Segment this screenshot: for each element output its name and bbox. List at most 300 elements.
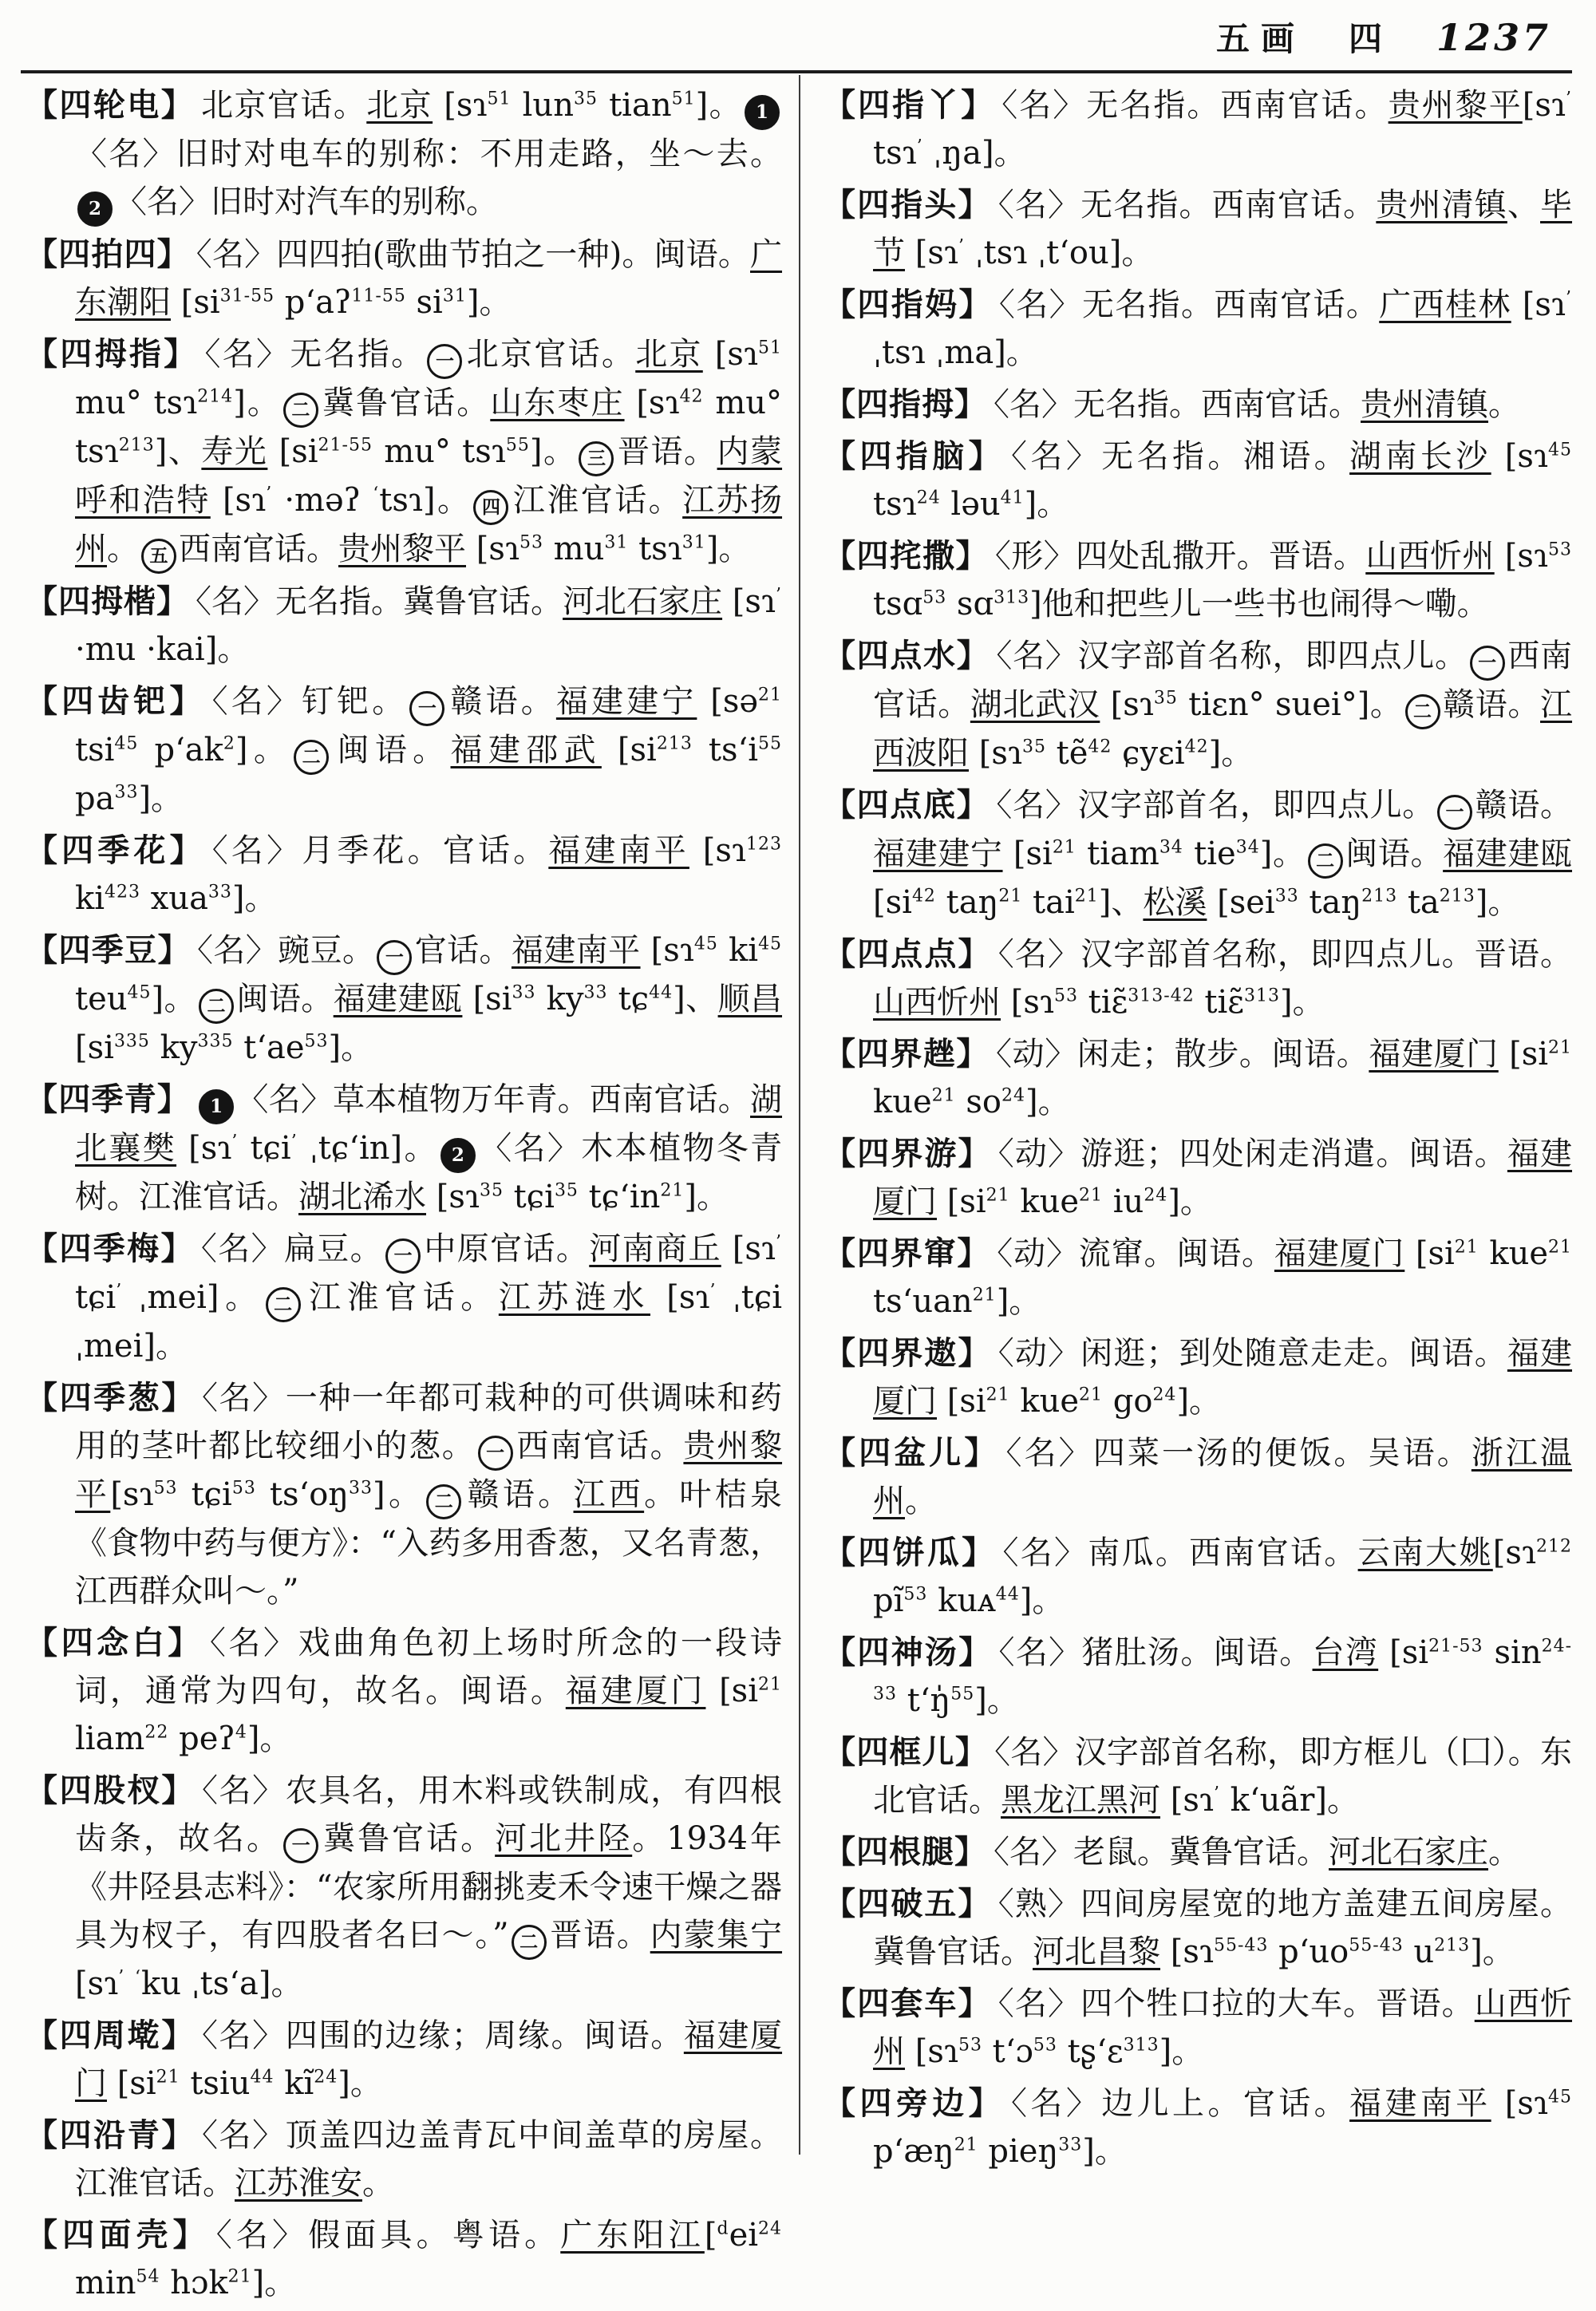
entry-text: ky [149, 1029, 198, 1066]
entry-text: ]他和把些儿一些书也闹得～嘞。 [1029, 586, 1489, 622]
entry-text: taŋ [935, 884, 999, 921]
entry-text: [sɿ [1001, 984, 1054, 1021]
dictionary-entry [26, 1225, 782, 1370]
entry-text: ɕyɛi [1112, 735, 1185, 772]
entry-text: 。 [1488, 386, 1520, 423]
entry-text: ]。 [1280, 984, 1325, 1021]
tone-superscript: 21-53 [1428, 1636, 1483, 1657]
entry-text: [sɿ [210, 482, 267, 519]
tone-superscript: 35 [1153, 688, 1178, 709]
entry-text: [sɿ [1100, 686, 1154, 723]
tone-superscript: 54 [136, 2266, 160, 2287]
tone-superscript: 55 [950, 1684, 975, 1705]
tone-superscript: 53 [231, 1478, 256, 1499]
dictionary-entry [824, 1130, 1572, 1226]
tone-superscript: 24 [916, 488, 941, 508]
entry-text: 北京官话。 [201, 87, 367, 124]
place-name: 福建建宁 [873, 836, 1003, 872]
tone-superscript: 45 [114, 733, 139, 754]
entry-text: ·məʔ [272, 482, 373, 519]
place-name: 山西忻州 [1365, 538, 1495, 575]
tone-superscript: 45 [693, 934, 718, 954]
entry-text: tɕ‘in [578, 1179, 661, 1215]
entry-text: ts‘uan [873, 1283, 973, 1320]
entry-text: [sɿ [702, 336, 759, 373]
column-divider [799, 75, 800, 2155]
entry-text: 西南官话。 [873, 638, 1573, 723]
entry-text: [si [267, 433, 318, 470]
place-name: 云南大姚 [1357, 1535, 1493, 1571]
dictionary-entry [824, 1629, 1572, 1724]
entry-text: teu [75, 981, 128, 1017]
entry-text: 〈名〉南瓜。西南官话。 [1002, 1535, 1358, 1571]
entry-text: pa [75, 780, 115, 817]
entry-text: ]。 [247, 1720, 292, 1757]
entry-text: ]。 [328, 1029, 373, 1066]
tone-superscript: ’ [290, 1132, 298, 1152]
sense-number-circled: 一 [427, 344, 462, 379]
entry-text: 晋语。 [548, 1917, 650, 1953]
header-rule [21, 70, 1572, 73]
place-name: 贵州清镇 [1361, 386, 1488, 423]
radical-character: 四 [1348, 19, 1393, 58]
entry-text: ]、 [1098, 884, 1144, 921]
dictionary-entry [26, 827, 782, 922]
tone-superscript: ’ [776, 585, 783, 606]
entry-text: ]。 [1082, 2133, 1127, 2170]
entry-text: tiɛ̃ [1077, 984, 1128, 1021]
tone-superscript: 21 [1548, 1237, 1573, 1258]
sense-number-circled: 二 [426, 1484, 461, 1519]
entry-headword: 【四指拇】 [824, 385, 987, 423]
entry-text: 冀鲁官话。 [320, 385, 491, 421]
tone-superscript: 53 [922, 587, 947, 608]
entry-text: t‘ɔ [982, 2033, 1033, 2070]
tone-superscript: 31 [604, 532, 629, 553]
tone-superscript: 44 [250, 2067, 275, 2088]
dictionary-entry [26, 231, 782, 326]
tone-superscript: 214 [197, 386, 234, 407]
entry-text: ta [1397, 884, 1440, 921]
entry-text: 〈名〉猪肚汤。闽语。 [998, 1634, 1313, 1671]
entry-text: ]。 [1176, 1383, 1222, 1420]
entry-text: mu [543, 531, 605, 567]
entry-text: ]。 [1159, 2033, 1204, 2070]
entry-text: ki [75, 880, 105, 917]
entry-text: [si [171, 284, 220, 321]
tone-superscript: 53 [1033, 2035, 1057, 2056]
entry-text: ]。 [1024, 486, 1069, 523]
entry-text: ˌtsɿ ˌma]。 [873, 334, 1038, 371]
entry-headword: 【四饼瓜】 [824, 1534, 997, 1571]
sense-number-filled: 1 [199, 1089, 234, 1124]
entry-text: ləu [940, 486, 1001, 523]
entry-text: go [1103, 1383, 1153, 1420]
entry-text: kĩ [274, 2065, 314, 2102]
entry-headword: 【四股杈】 [26, 1772, 196, 1809]
entry-headword: 【四指丫】 [824, 86, 996, 124]
tone-superscript: 213 [118, 435, 155, 456]
sense-number-circled: 二 [294, 740, 329, 775]
place-name: 福建厦门 [1274, 1235, 1405, 1272]
tone-superscript: 53 [1053, 986, 1078, 1006]
entry-text: peʔ [168, 1720, 235, 1757]
dictionary-entry [824, 1728, 1572, 1824]
entry-text: t‘ŋ̍ [897, 1682, 951, 1719]
entry-text: [sɿ [110, 1476, 154, 1513]
entry-text: 〈名〉四围的边缘；周缘。闽语。 [201, 2017, 684, 2054]
entry-headword: 【四面壳】 [26, 2216, 210, 2254]
entry-text: ]。 [684, 1179, 729, 1215]
entry-text: xua [140, 880, 208, 917]
entry-text: [si [462, 981, 512, 1017]
entry-text: [sɿ [650, 1279, 710, 1316]
entry-text: ku ˌts‘a]。 [140, 1965, 303, 2002]
tone-superscript: 42 [911, 886, 936, 907]
entry-text: [sɿ [969, 735, 1022, 772]
entry-text: 〈名〉戏曲角色初上场时所念的一段诗词，通常为四句，故名。闽语。 [75, 1625, 783, 1709]
tone-superscript: 213 [656, 733, 693, 754]
entry-text: 。 [905, 1483, 937, 1519]
entry-text: tsɿ [873, 486, 917, 523]
entry-text: ky [535, 981, 584, 1017]
entry-text: 〈名〉边儿上。官话。 [1011, 2085, 1350, 2122]
tone-superscript: 33 [349, 1478, 373, 1499]
tone-superscript: 55-43 [1349, 1935, 1404, 1956]
tone-superscript: ’ [116, 1281, 123, 1302]
entry-text: ]。 [1167, 1183, 1212, 1220]
tone-superscript: 22 [144, 1722, 169, 1743]
entry-text: 〈名〉汉字部首名称，即四点儿。晋语。 [998, 936, 1573, 973]
dictionary-entry [26, 1374, 782, 1615]
entry-text: [sɿ [1491, 2085, 1549, 2122]
entry-text: [sɿ [722, 583, 776, 620]
entry-text: 江淮官话。 [511, 482, 683, 519]
tone-superscript: 21 [758, 1674, 783, 1695]
tone-superscript: 21 [986, 1385, 1010, 1405]
entry-text: [sɿ [426, 1179, 480, 1215]
entry-text: 冀鲁官话。 [321, 1820, 496, 1857]
entry-text: 。 [107, 531, 139, 567]
entry-text: 官话。 [414, 932, 512, 969]
entry-text: tɕi [177, 1476, 232, 1513]
sense-number-circled: 三 [579, 441, 614, 476]
entry-text: u [1403, 1934, 1435, 1970]
entry-text: min [75, 2265, 136, 2301]
entry-headword: 【四界游】 [824, 1135, 992, 1172]
entry-text: tai [1022, 884, 1075, 921]
entry-headword: 【四指头】 [824, 186, 992, 223]
sense-number-circled: 五 [141, 539, 176, 574]
entry-text: mu° tsɿ [75, 385, 198, 421]
place-name: 河北石家庄 [1329, 1834, 1488, 1871]
tone-superscript: ’ [776, 1232, 783, 1253]
entry-headword: 【四盆儿】 [824, 1434, 1000, 1472]
entry-headword: 【四指妈】 [824, 286, 993, 323]
entry-text: 〈名〉旧时对电车的别称：不用走路，坐～去。 [75, 136, 782, 172]
entry-text: 〈名〉顶盖四边盖青瓦中间盖草的房屋。江淮官话。 [75, 2117, 783, 2202]
entry-text: [sɿ [1494, 538, 1549, 575]
entry-text: p‘aʔ [275, 284, 352, 321]
entry-headword: 【四季葱】 [26, 1379, 196, 1416]
place-name: 湖北襄樊 [75, 1081, 783, 1167]
entry-text: [sɿ [640, 932, 694, 969]
entry-text: [si [937, 1183, 986, 1220]
entry-text: [sɿ [1511, 286, 1566, 323]
tone-superscript: 55-43 [1213, 1935, 1269, 1956]
tone-superscript: 33 [1274, 886, 1299, 907]
tone-superscript: 55 [758, 733, 783, 754]
entry-headword: 【四界遨】 [824, 1334, 992, 1372]
dictionary-entry [824, 781, 1572, 926]
entry-text: 〈名〉四个牲口拉的大车。晋语。 [998, 1985, 1475, 2022]
entry-text: [sɿ [905, 235, 958, 271]
tone-superscript: 53 [304, 1031, 329, 1052]
tone-superscript: 4 [235, 1722, 247, 1743]
entry-headword: 【四拇楷】 [26, 583, 190, 620]
entry-headword: 【四根腿】 [824, 1833, 987, 1871]
entry-text: tie [1183, 836, 1236, 872]
place-name: 湖南长沙 [1349, 438, 1491, 475]
left-column [26, 81, 782, 2311]
entry-text: ]、 [673, 981, 718, 1017]
place-name: 贵州清镇 [1376, 187, 1507, 223]
tone-superscript: 53 [958, 2035, 982, 2056]
tone-superscript: 2 [223, 733, 235, 754]
place-name: 福建厦门 [1369, 1036, 1499, 1073]
entry-text: ]。 [695, 87, 743, 124]
entry-headword: 【四季梅】 [26, 1230, 195, 1267]
tone-superscript: 21 [986, 1185, 1010, 1206]
dictionary-entry [26, 2012, 782, 2108]
dictionary-entry [824, 433, 1572, 528]
entry-headword: 【四旁边】 [824, 2084, 1005, 2122]
entry-text: 〈名〉汉字部首名称，即方框儿（囗）。东北官话。 [873, 1734, 1573, 1819]
place-name: 浙江温州 [873, 1435, 1573, 1519]
entry-text: tsɿ [873, 135, 917, 172]
dictionary-entry [26, 1619, 782, 1763]
entry-text: [sɿ [466, 531, 519, 567]
entry-text: ]。 [1019, 1582, 1065, 1619]
entry-text: ·mu ·kai]。 [75, 631, 250, 668]
tone-superscript: 335 [113, 1031, 150, 1052]
entry-text: 〈动〉闲逛；到处随意走走。闽语。 [998, 1335, 1507, 1372]
entry-text: [sei [1207, 884, 1275, 921]
tone-superscript: 34 [1235, 837, 1260, 858]
entry-text: 〈名〉汉字部首名称，即四点儿。 [996, 638, 1468, 674]
tone-superscript: ’ [1566, 288, 1573, 309]
tone-superscript: ’ [1566, 89, 1573, 109]
tone-superscript: 213 [1434, 1935, 1471, 1956]
entry-text: lun [511, 87, 574, 124]
entry-text: hɔk [160, 2265, 228, 2301]
sense-number-circled: 一 [1437, 795, 1472, 830]
entry-text: 西南官话。 [515, 1428, 684, 1464]
entry-text: 〈熟〉四间房屋宽的地方盖建五间房屋。冀鲁官话。 [873, 1886, 1573, 1970]
place-name: 松溪 [1143, 884, 1207, 921]
place-name: 江西 [573, 1476, 645, 1513]
tone-superscript: 24-33 [873, 1636, 1573, 1705]
entry-headword: 【四套车】 [824, 1985, 992, 2022]
tone-superscript: 31 [442, 286, 467, 306]
place-name: 内蒙呼和浩特 [75, 433, 783, 519]
running-head [1216, 13, 1551, 61]
sense-number-filled: 2 [77, 192, 113, 227]
sense-number-circled: 一 [1470, 646, 1505, 681]
entry-text: ]。 [235, 732, 292, 768]
tone-superscript: 21 [931, 1085, 956, 1106]
entry-headword: 【四沿青】 [26, 2116, 196, 2154]
place-name: 河南商丘 [589, 1231, 721, 1267]
tone-superscript: 35 [1021, 737, 1046, 757]
tone-superscript: 33 [583, 982, 608, 1003]
tone-superscript: 31-55 [219, 286, 275, 306]
dictionary-entry [26, 926, 782, 1072]
entry-headword: 【四念白】 [26, 1624, 203, 1661]
entry-text: 〈名〉无名指。 [204, 336, 425, 373]
tone-superscript: 24 [314, 2067, 338, 2088]
entry-text: 〈名〉无名指。西南官话。 [994, 386, 1361, 423]
entry-text: tsɿ [628, 531, 682, 567]
tone-superscript: 313-42 [1128, 986, 1195, 1006]
place-name: 黑龙江黑河 [1001, 1782, 1160, 1819]
entry-text: sɑ [946, 586, 994, 622]
entry-text: 〈动〉闲走；散步。闽语。 [996, 1036, 1369, 1073]
entry-text: iu [1103, 1183, 1144, 1220]
place-name: 河北昌黎 [1033, 1934, 1160, 1970]
sense-number-circled: 一 [283, 1828, 318, 1863]
entry-text: mu° tsɿ [75, 385, 783, 470]
sense-number-circled: 一 [385, 1238, 421, 1274]
tone-superscript: d [717, 2218, 729, 2239]
entry-headword: 【四季青】 [26, 1080, 191, 1118]
dictionary-entry [26, 578, 782, 674]
entry-text: kue [1009, 1183, 1080, 1220]
place-name: 福建南平 [548, 832, 689, 869]
place-name: 福建南平 [1349, 2085, 1491, 2122]
place-name: 福建厦门 [565, 1673, 706, 1709]
entry-text: 〈名〉假面具。粤语。 [215, 2217, 561, 2254]
entry-text: 闽语。 [1345, 836, 1444, 872]
dictionary-entry [26, 2211, 782, 2307]
entry-text: ]。 [231, 880, 277, 917]
place-name: 福建建宁 [555, 683, 697, 720]
entry-text: ]。 [373, 1476, 425, 1513]
entry-text: tɕi [75, 1279, 117, 1316]
tone-superscript: 24 [1152, 1385, 1177, 1405]
entry-text: kue [1009, 1383, 1080, 1420]
tone-superscript: 45 [1548, 440, 1573, 460]
place-name: 贵州黎平 [75, 1428, 783, 1513]
dictionary-entry [824, 1980, 1572, 2076]
entry-text: [si [601, 732, 657, 768]
entry-headword: 【四框儿】 [824, 1733, 989, 1771]
entry-text: [sɿ [75, 1965, 119, 2002]
tone-superscript: 123 [746, 834, 783, 855]
entry-headword: 【四破五】 [824, 1885, 992, 1922]
sense-number-circled: 二 [199, 989, 234, 1024]
tone-superscript: 44 [649, 982, 674, 1003]
tone-superscript: 42 [1088, 737, 1112, 757]
tone-superscript: 51 [671, 89, 696, 109]
entry-text: 〈名〉一种一年都可栽种的可供调味和药用的茎叶都比较细小的葱。 [75, 1380, 783, 1464]
entry-text: 闽语。 [331, 732, 451, 768]
entry-text: [sɿ [689, 832, 747, 869]
place-name: 台湾 [1312, 1634, 1379, 1671]
dictionary-entry [26, 677, 782, 823]
entry-headword: 【四轮电】 [26, 86, 196, 124]
entry-text: ]。 [1259, 836, 1306, 872]
entry-text: 〈名〉草本植物万年青。西南官话。 [236, 1081, 751, 1118]
entry-text: [sɿ [1160, 1782, 1214, 1819]
right-column [824, 81, 1572, 2179]
tone-superscript: 21 [660, 1180, 685, 1201]
dictionary-entry [26, 1076, 782, 1221]
tone-superscript: 41 [1000, 488, 1025, 508]
entry-headword: 【四季花】 [26, 832, 206, 869]
place-name: 毕节 [873, 187, 1573, 271]
tone-superscript: 53 [153, 1478, 178, 1499]
entry-text: 〈名〉四菜一汤的便饭。吴语。 [1005, 1435, 1472, 1472]
entry-text: si [405, 284, 443, 321]
tone-superscript: 335 [197, 1031, 234, 1052]
entry-text: [si [107, 2065, 156, 2102]
sense-number-circled: 二 [283, 393, 318, 428]
tone-superscript: 42 [679, 386, 704, 407]
place-name: 顺昌 [717, 981, 783, 1017]
place-name: 北京 [635, 336, 703, 373]
dictionary-entry [824, 181, 1572, 277]
tone-superscript: 21 [1454, 1237, 1479, 1258]
entry-text: 〈名〉无名指。西南官话。 [1001, 87, 1389, 124]
tone-superscript: 55 [505, 435, 530, 456]
entry-text: 〈动〉游逛；四处闲走消遣。闽语。 [998, 1136, 1507, 1172]
entry-text: ˌtɕi ˌmei]。 [75, 1279, 783, 1365]
entry-text: 〈名〉四四拍(歌曲节拍之一种)。闽语。 [196, 236, 751, 273]
entry-text: [sɿ [721, 1231, 776, 1267]
entry-headword: 【四点点】 [824, 935, 992, 973]
entry-headword: 【四齿钯】 [26, 682, 206, 720]
entry-text: [si [937, 1383, 986, 1420]
entry-text: tsiu [180, 2065, 251, 2102]
entry-text: 赣语。 [1442, 686, 1541, 723]
entry-text: tɕ [607, 981, 650, 1017]
entry-text: 〈名〉钉钯。 [211, 683, 408, 720]
entry-text: tʂ‘ɛ [1057, 2033, 1124, 2070]
sense-number-circled: 一 [478, 1436, 513, 1471]
entry-text: taŋ [1298, 884, 1362, 921]
entry-text: ]。 [996, 1283, 1041, 1320]
entry-text: 闽语。 [235, 981, 334, 1017]
tone-superscript: 34 [1159, 837, 1183, 858]
entry-text: ]。 [138, 780, 184, 817]
entry-text: 。1934年《井陉县志料》：“农家所用翻挑麦禾令速干燥之器具为杈子，有四股者名曰～。” [75, 1820, 783, 1953]
entry-text: [sɿ [176, 1130, 232, 1167]
tone-superscript: 21 [227, 2266, 252, 2287]
entry-text: mu° tsɿ [372, 433, 506, 470]
tone-superscript: 44 [995, 1584, 1020, 1605]
entry-text: tiɛ̃ [1194, 984, 1244, 1021]
entry-text: ]。 [251, 2265, 297, 2301]
place-name: 福建厦门 [873, 1335, 1573, 1420]
entry-text: ]。 [151, 981, 196, 1017]
entry-headword: 【四点水】 [824, 637, 990, 674]
entry-text: 〈名〉无名指。西南官话。 [998, 187, 1377, 223]
tone-superscript: ‘ [373, 484, 380, 504]
entry-headword: 【四点底】 [824, 786, 990, 824]
tone-superscript: 21 [1074, 886, 1099, 907]
place-name: 福建厦门 [873, 1136, 1573, 1220]
